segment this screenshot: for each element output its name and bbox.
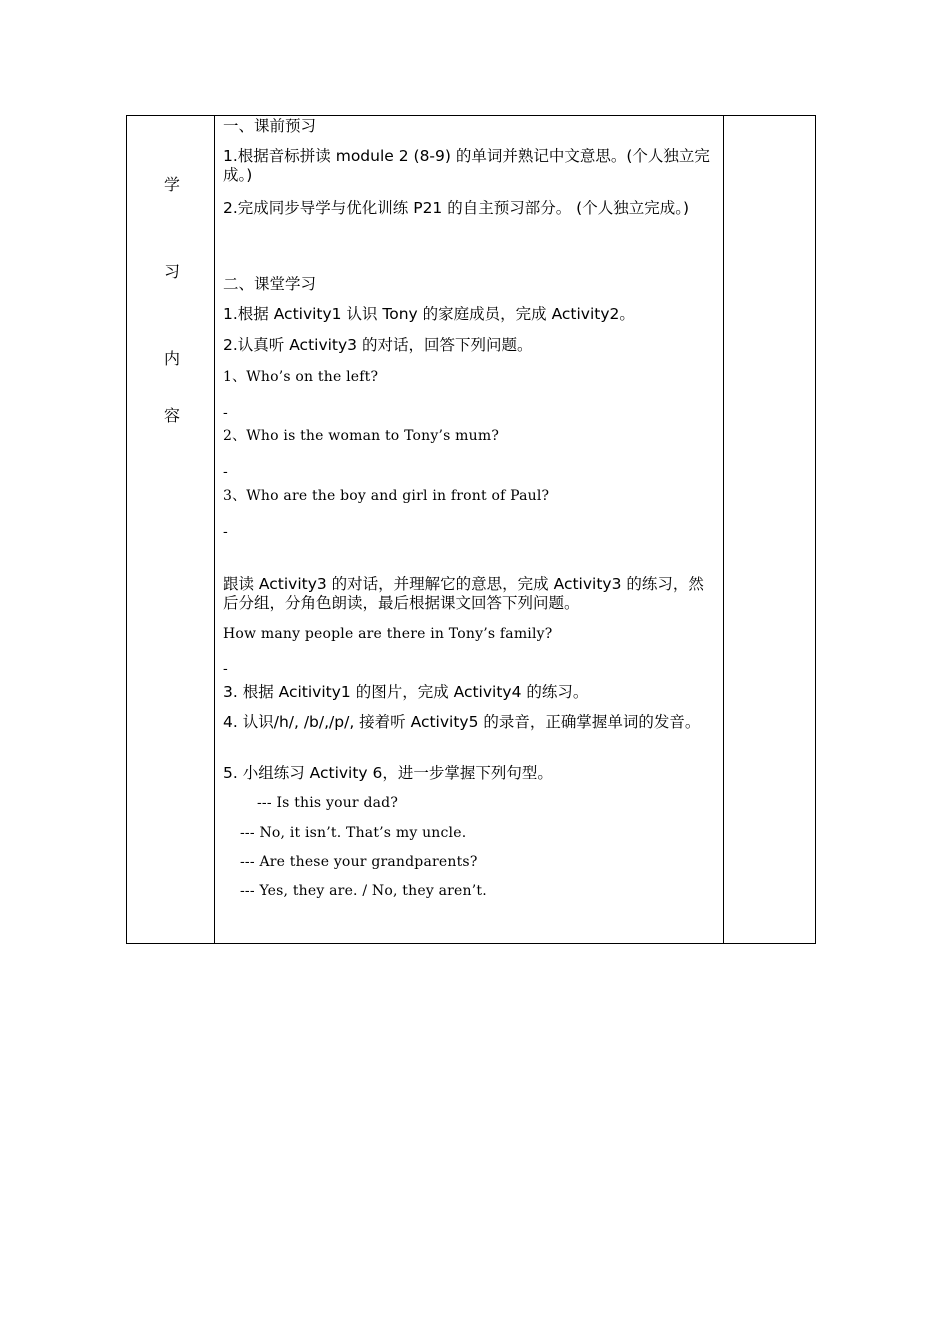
- section-heading-classroom: 二、课堂学习: [223, 275, 317, 293]
- section-heading-preview: 一、课前预习: [223, 117, 317, 135]
- dialogue-line-3: --- Are these your grandparents?: [240, 854, 478, 870]
- column-divider-right: [723, 116, 724, 943]
- answer-line-4: -: [223, 661, 228, 677]
- question-2: 2、Who is the woman to Tony’s mum?: [223, 428, 500, 444]
- dialogue-line-1: --- Is this your dad?: [257, 795, 399, 811]
- preview-item-1: 1.根据音标拼读 module 2 (8-9) 的单词并熟记中文意思。(个人独立完成。): [223, 147, 710, 184]
- study-content-table: [126, 115, 816, 944]
- classroom-item-4: 4. 认识/h/, /b/,/p/, 接着听 Activity5 的录音，正确掌握单词的发音。: [223, 713, 701, 731]
- question-1: 1、Who’s on the left?: [223, 369, 379, 385]
- side-label-char-3: 内: [164, 349, 181, 368]
- question-3: 3、Who are the boy and girl in front of Paul?: [223, 488, 550, 504]
- side-label-char-2: 习: [164, 262, 181, 281]
- side-label-char-4: 容: [164, 406, 181, 425]
- dialogue-line-2: --- No, it isn’t. That’s my uncle.: [240, 825, 467, 841]
- preview-item-2: 2.完成同步导学与优化训练 P21 的自主预习部分。 (个人独立完成。): [223, 199, 689, 217]
- column-divider-left: [214, 116, 215, 943]
- answer-line-1: -: [223, 405, 228, 421]
- dialogue-line-4: --- Yes, they are. / No, they aren’t.: [240, 883, 487, 899]
- answer-line-2: -: [223, 464, 228, 480]
- classroom-item-3: 3. 根据 Acitivity1 的图片，完成 Activity4 的练习。: [223, 683, 589, 701]
- answer-line-3: -: [223, 524, 228, 540]
- question-4: How many people are there in Tony’s family?: [223, 626, 553, 642]
- side-label-char-1: 学: [164, 175, 181, 194]
- reading-instruction: 跟读 Activity3 的对话，并理解它的意思，完成 Activity3 的练习，然后分组，分角色朗读，最后根据课文回答下列问题。: [223, 575, 704, 612]
- classroom-item-2: 2.认真听 Activity3 的对话，回答下列问题。: [223, 336, 533, 354]
- classroom-item-1: 1.根据 Activity1 认识 Tony 的家庭成员，完成 Activity2。: [223, 305, 635, 323]
- classroom-item-5: 5. 小组练习 Activity 6，进一步掌握下列句型。: [223, 764, 553, 782]
